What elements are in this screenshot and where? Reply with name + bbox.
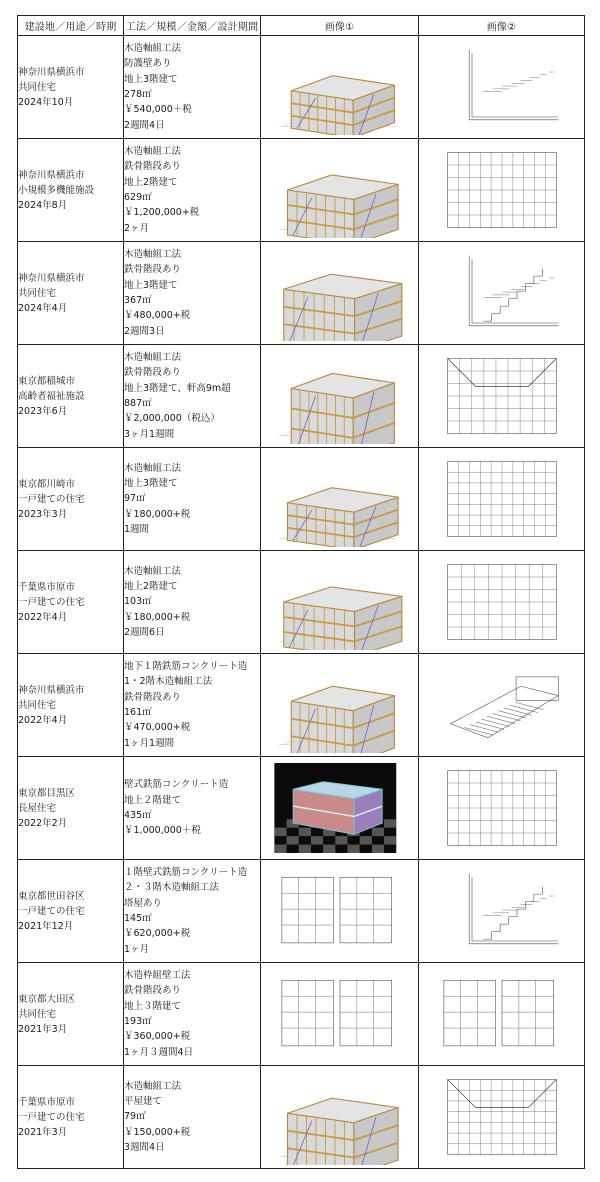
location-line: 神奈川県横浜市 bbox=[18, 272, 85, 284]
table-row bbox=[18, 860, 585, 963]
spec-line: 壁式鉄筋コンクリート造 bbox=[124, 779, 229, 791]
floor-plans-image bbox=[265, 863, 415, 959]
spec-line: 地上2階建て bbox=[124, 176, 178, 188]
spec-line: 2週間3日 bbox=[124, 325, 165, 337]
wood-frame-3d-model-image bbox=[265, 39, 415, 135]
spec-line: 平屋建て bbox=[124, 1096, 163, 1108]
table-row bbox=[18, 963, 585, 1066]
spec-line: 278㎡ bbox=[124, 89, 152, 100]
image-1-cell bbox=[261, 963, 419, 1066]
spec-line: 435㎡ bbox=[124, 810, 152, 821]
spec-line: 地上2階建て bbox=[124, 581, 178, 593]
location-cell bbox=[18, 963, 124, 1066]
spec-line: １階壁式鉄筋コンクリート造 bbox=[124, 867, 248, 879]
image-1-cell bbox=[261, 345, 419, 448]
location-line: 2022年4月 bbox=[18, 714, 68, 726]
location-line: 2021年12月 bbox=[18, 920, 74, 932]
image-1-cell bbox=[261, 139, 419, 242]
location-line: 神奈川県横浜市 bbox=[18, 66, 85, 78]
location-line: 一戸建ての住宅 bbox=[18, 493, 85, 505]
spec-line: 木造軸組工法 bbox=[124, 43, 182, 55]
location-cell bbox=[18, 345, 124, 448]
spec-line: ￥620,000+税 bbox=[124, 928, 191, 940]
location-line: 2022年4月 bbox=[18, 611, 68, 623]
spec-line: 地上２階建て bbox=[124, 794, 182, 806]
spec-line: 145㎡ bbox=[124, 913, 152, 924]
spec-line: 地上３階建て bbox=[124, 1000, 182, 1012]
floor-plans-image bbox=[265, 966, 415, 1062]
spec-cell bbox=[124, 36, 261, 139]
header-location: 建設地／用途／時期 bbox=[18, 16, 124, 36]
location-line: 長屋住宅 bbox=[18, 802, 57, 814]
spec-line: 1ヶ月1週間 bbox=[124, 737, 175, 749]
spec-line: 地上3階建て bbox=[124, 279, 178, 291]
spec-line: 193㎡ bbox=[124, 1016, 152, 1027]
location-line: 小規模多機能施設 bbox=[18, 184, 95, 196]
spec-line: ￥150,000+税 bbox=[124, 1126, 191, 1138]
table-row bbox=[18, 757, 585, 860]
spec-line: 3ヶ月1週間 bbox=[124, 428, 175, 440]
spec-cell bbox=[124, 345, 261, 448]
spec-line: 鉄骨階段あり bbox=[124, 691, 182, 703]
spec-line: 3週間4日 bbox=[124, 1141, 165, 1153]
location-cell bbox=[18, 551, 124, 654]
spec-line: ￥470,000+税 bbox=[124, 722, 191, 734]
spec-line: 地下１階鉄筋コンクリート造 bbox=[124, 661, 248, 673]
image-2-cell bbox=[419, 36, 585, 139]
location-cell bbox=[18, 860, 124, 963]
location-line: 2021年3月 bbox=[18, 1023, 68, 1035]
spec-line: 木造枠組壁工法 bbox=[124, 970, 191, 982]
table-body bbox=[18, 36, 585, 1169]
location-line: 一戸建ての住宅 bbox=[18, 596, 85, 608]
location-line: 神奈川県横浜市 bbox=[18, 684, 85, 696]
spec-line: 木造軸組工法 bbox=[124, 146, 182, 158]
location-line: 一戸建ての住宅 bbox=[18, 905, 85, 917]
spec-cell bbox=[124, 242, 261, 345]
image-2-cell bbox=[419, 551, 585, 654]
table-row bbox=[18, 242, 585, 345]
stair-detail-drawing-image bbox=[427, 863, 577, 959]
spec-cell bbox=[124, 551, 261, 654]
project-table bbox=[17, 15, 585, 1169]
image-2-cell bbox=[419, 963, 585, 1066]
location-cell bbox=[18, 757, 124, 860]
image-2-cell bbox=[419, 654, 585, 757]
spec-line: 1ヶ月 bbox=[124, 943, 150, 955]
image-2-cell bbox=[419, 860, 585, 963]
spec-line: 1ヶ月３週間4日 bbox=[124, 1046, 194, 1058]
header-image-2: 画像② bbox=[419, 16, 585, 36]
wood-frame-3d-model-image bbox=[265, 657, 415, 753]
spec-line: 鉄骨階段あり bbox=[124, 264, 182, 276]
spec-line: 161㎡ bbox=[124, 707, 152, 718]
detail-drawing-image bbox=[427, 39, 577, 135]
location-line: 千葉県市原市 bbox=[18, 1096, 76, 1108]
spec-line: 79㎡ bbox=[124, 1111, 146, 1123]
image-2-cell bbox=[419, 757, 585, 860]
location-cell bbox=[18, 1066, 124, 1169]
framing-plan-image bbox=[427, 451, 577, 547]
location-cell bbox=[18, 36, 124, 139]
wood-frame-3d-model-image bbox=[265, 245, 415, 341]
wood-frame-3d-model-image bbox=[265, 1069, 415, 1165]
location-line: 2024年4月 bbox=[18, 302, 68, 314]
spec-cell bbox=[124, 860, 261, 963]
spec-line: 1・2階木造軸組工法 bbox=[124, 676, 213, 688]
image-2-cell bbox=[419, 242, 585, 345]
spec-line: 鉄骨階段あり bbox=[124, 161, 182, 173]
image-2-cell bbox=[419, 345, 585, 448]
spec-line: 地上3階建て bbox=[124, 73, 178, 85]
image-1-cell bbox=[261, 551, 419, 654]
spec-line: ￥1,000,000＋税 bbox=[124, 825, 201, 837]
wood-frame-3d-model-image bbox=[265, 142, 415, 238]
framing-plan-image bbox=[427, 142, 577, 238]
spec-line: 防護壁あり bbox=[124, 58, 172, 70]
location-line: 2021年3月 bbox=[18, 1126, 68, 1138]
spec-cell bbox=[124, 448, 261, 551]
table-row bbox=[18, 1066, 585, 1169]
spec-line: ￥2,000,000（税込） bbox=[124, 413, 220, 425]
spec-line: 地上3階建て、軒高9m超 bbox=[124, 382, 231, 394]
section-drawings-image bbox=[427, 966, 577, 1062]
image-1-cell bbox=[261, 242, 419, 345]
spec-line: 887㎡ bbox=[124, 398, 152, 409]
location-cell bbox=[18, 448, 124, 551]
stair-detail-drawing-image bbox=[427, 245, 577, 341]
table-row bbox=[18, 345, 585, 448]
spec-line: ￥1,200,000+税 bbox=[124, 207, 200, 219]
location-line: 東京都世田谷区 bbox=[18, 890, 85, 902]
image-1-cell bbox=[261, 1066, 419, 1169]
location-line: 2022年2月 bbox=[18, 817, 68, 829]
location-line: 共同住宅 bbox=[18, 699, 57, 711]
framing-plan-image bbox=[427, 554, 577, 650]
spec-line: 97㎡ bbox=[124, 493, 146, 505]
spec-line: 2ヶ月 bbox=[124, 222, 150, 234]
wood-frame-3d-model-image bbox=[265, 451, 415, 547]
spec-line: 鉄骨階段あり bbox=[124, 985, 182, 997]
table-header-row bbox=[18, 16, 585, 36]
header-spec: 工法／規模／金額／設計期間 bbox=[124, 16, 261, 36]
spec-line: ￥540,000＋税 bbox=[124, 104, 192, 116]
image-1-cell bbox=[261, 757, 419, 860]
spec-line: 木造軸組工法 bbox=[124, 565, 182, 577]
concrete-3d-render-image bbox=[265, 760, 415, 856]
framing-plan-image bbox=[427, 760, 577, 856]
header-image-1: 画像① bbox=[261, 16, 419, 36]
spec-line: 2週間6日 bbox=[124, 626, 165, 638]
spec-cell bbox=[124, 963, 261, 1066]
location-line: 高齢者福祉施設 bbox=[18, 390, 85, 402]
spec-line: ￥180,000+税 bbox=[124, 611, 191, 623]
spec-cell bbox=[124, 757, 261, 860]
spec-line: ￥180,000+税 bbox=[124, 508, 191, 520]
spec-cell bbox=[124, 654, 261, 757]
spec-line: 塔屋あり bbox=[124, 897, 163, 909]
spec-line: 2週間4日 bbox=[124, 119, 165, 131]
table-row bbox=[18, 551, 585, 654]
location-line: 千葉県市原市 bbox=[18, 581, 76, 593]
image-2-cell bbox=[419, 1066, 585, 1169]
image-1-cell bbox=[261, 448, 419, 551]
spec-line: 木造軸組工法 bbox=[124, 462, 182, 474]
location-line: 2024年10月 bbox=[18, 96, 74, 108]
spec-line: 木造軸組工法 bbox=[124, 249, 182, 261]
spec-line: 木造軸組工法 bbox=[124, 352, 182, 364]
image-1-cell bbox=[261, 860, 419, 963]
location-line: 共同住宅 bbox=[18, 81, 57, 93]
spec-line: 鉄骨階段あり bbox=[124, 367, 182, 379]
table-row bbox=[18, 448, 585, 551]
table-row bbox=[18, 139, 585, 242]
roof-framing-plan-image bbox=[427, 348, 577, 444]
location-line: 東京都目黒区 bbox=[18, 787, 76, 799]
location-line: 東京都大田区 bbox=[18, 993, 76, 1005]
stair-isometric-drawing-image bbox=[427, 657, 577, 753]
location-line: 2024年8月 bbox=[18, 199, 68, 211]
table-row bbox=[18, 654, 585, 757]
spec-line: 1週間 bbox=[124, 523, 150, 535]
spec-line: 367㎡ bbox=[124, 295, 152, 306]
location-cell bbox=[18, 139, 124, 242]
location-line: 共同住宅 bbox=[18, 1008, 57, 1020]
spec-line: ￥480,000+税 bbox=[124, 310, 191, 322]
location-line: 東京都稲城市 bbox=[18, 375, 76, 387]
spec-line: 103㎡ bbox=[124, 596, 152, 608]
spec-line: 地上3階建て bbox=[124, 478, 178, 490]
location-line: 神奈川県横浜市 bbox=[18, 169, 85, 181]
wood-frame-3d-model-image bbox=[265, 348, 415, 444]
spec-cell bbox=[124, 1066, 261, 1169]
roof-framing-plan-image bbox=[427, 1069, 577, 1165]
spec-line: ２・３階木造軸組工法 bbox=[124, 882, 220, 894]
location-line: 一戸建ての住宅 bbox=[18, 1111, 85, 1123]
location-line: 2023年6月 bbox=[18, 405, 68, 417]
spec-line: ￥360,000+税 bbox=[124, 1031, 191, 1043]
location-cell bbox=[18, 242, 124, 345]
wood-frame-3d-model-image bbox=[265, 554, 415, 650]
spec-line: 629㎡ bbox=[124, 192, 152, 203]
location-line: 東京都川崎市 bbox=[18, 478, 76, 490]
location-cell bbox=[18, 654, 124, 757]
location-line: 共同住宅 bbox=[18, 287, 57, 299]
location-line: 2023年3月 bbox=[18, 508, 68, 520]
image-2-cell bbox=[419, 448, 585, 551]
spec-cell bbox=[124, 139, 261, 242]
image-1-cell bbox=[261, 36, 419, 139]
table-row bbox=[18, 36, 585, 139]
image-1-cell bbox=[261, 654, 419, 757]
spec-line: 木造軸組工法 bbox=[124, 1080, 182, 1092]
image-2-cell bbox=[419, 139, 585, 242]
